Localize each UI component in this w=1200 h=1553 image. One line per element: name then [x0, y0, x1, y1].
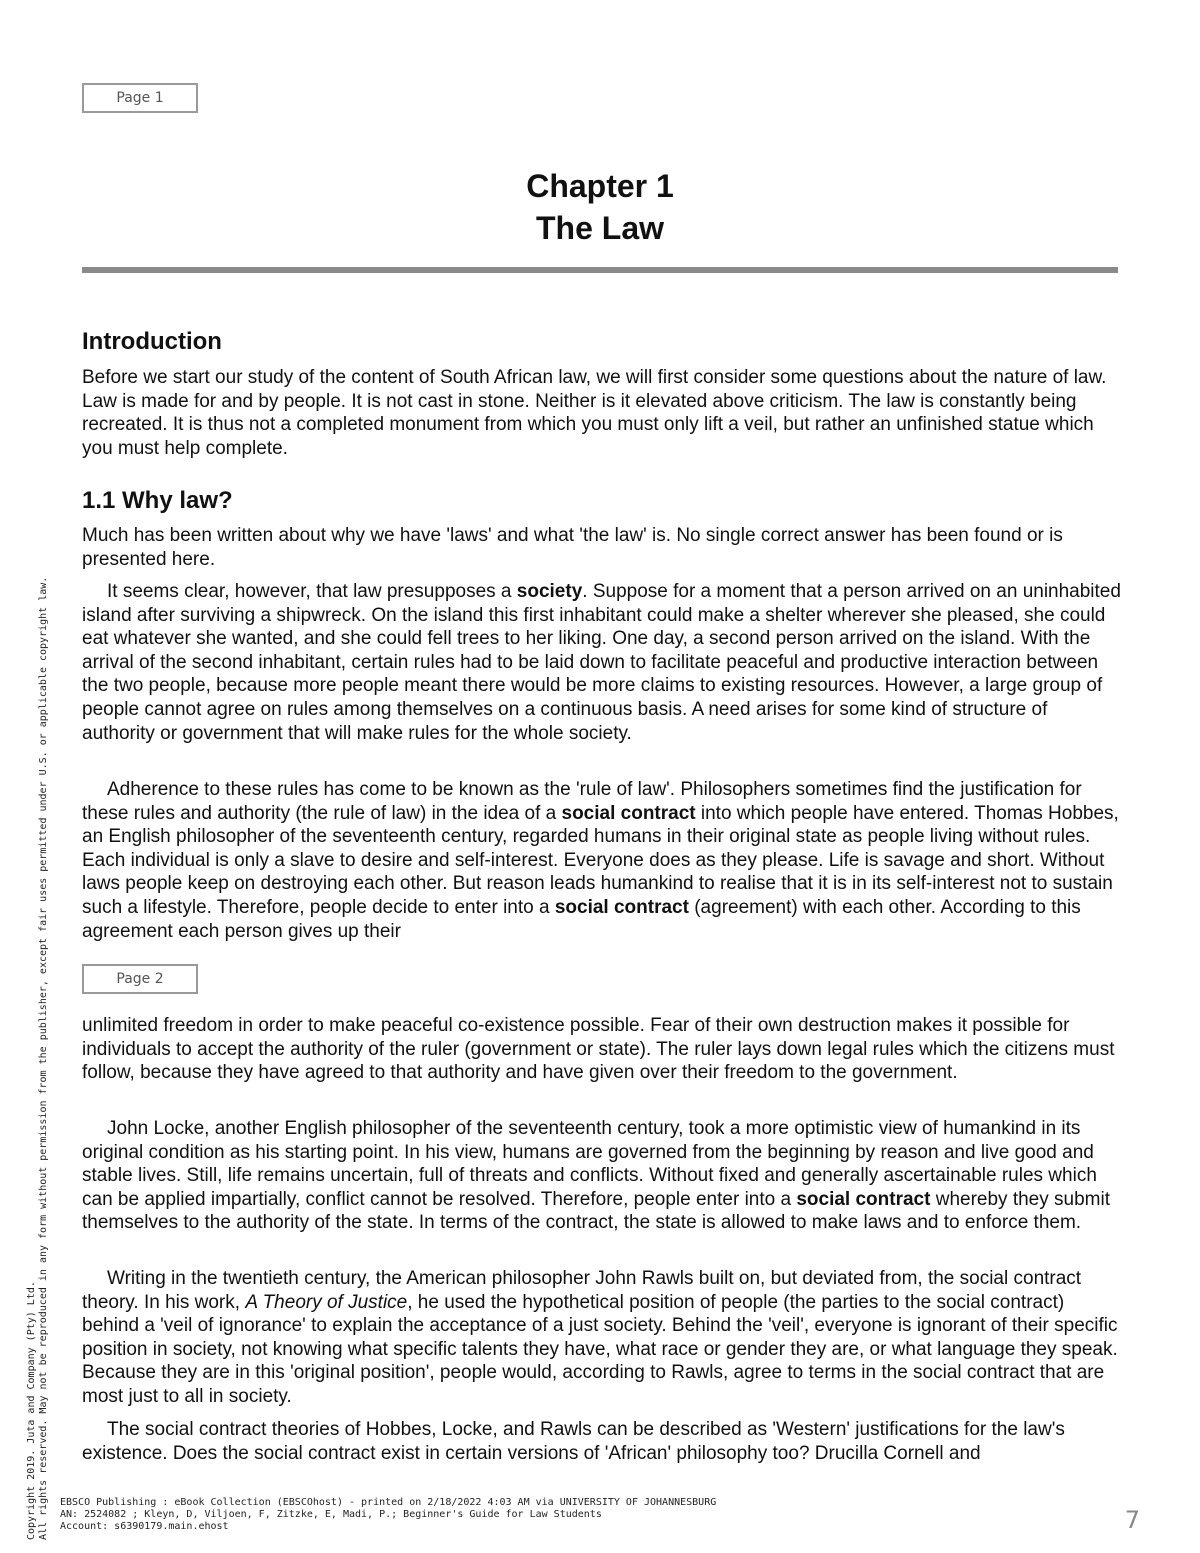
print-footer: EBSCO Publishing : eBook Collection (EBSCOhost) - printed on 2/18/2022 4:03 AM via UNIVERSITY OF JOHANNESBURG AN: 2524082 ; Kleyn, D, Viljoen, F, Zitzke, E, Madi, P.; Beginner's Guide for Law Students Account: s6390179.main.ehost: [60, 1497, 717, 1532]
term-social-contract: social contract: [796, 1188, 931, 1210]
page-marker-1: Page 1: [82, 83, 198, 113]
section-heading: 1.1 Why law?: [82, 487, 233, 514]
page-number: 7: [1124, 1506, 1140, 1534]
paragraph-2: It seems clear, however, that law presupposes a society. Suppose for a moment that a person arrived on an uninhabited island after surviving a shipwreck. On the island this first inhabitant could make a shelter wherever she pleased, she could eat whatever she wanted, and she could fell trees to her liking. One day, a second person arrived on the island. With the arrival of the second inhabitant, certain rules had to be laid down to facilitate peaceful and productive interaction between the two people, because more people meant there would be more claims to existing resources. However, a large group of people cannot agree on rules among themselves on a continuous basis. A need arises for some kind of structure of authority or government that will make rules for the whole society.: [82, 581, 1121, 744]
paragraph-4: unlimited freedom in order to make peaceful co-existence possible. Fear of their own destruction makes it possible for individuals to accept the authority of the ruler (government or state). The ruler lays down legal rules which the citizens must follow, because they have agreed to that authority and have given over their freedom to the government.: [82, 1015, 1115, 1084]
paragraph-1: Much has been written about why we have 'laws' and what 'the law' is. No single correct answer has been found or is presented here.: [82, 525, 1063, 570]
term-social-contract: social contract: [554, 896, 689, 918]
intro-heading: Introduction: [82, 328, 222, 355]
paragraph-7: The social contract theories of Hobbes, Locke, and Rawls can be described as 'Western' justifications for the law's existence. Does the social contract exist in certain versions of 'African' philosophy too? Drucilla Cornell and: [82, 1419, 1065, 1464]
copyright-notice: Copyright 2019. Juta and Company (Pty) Ltd. All rights reserved. May not be reproduced in any form without permission from the publisher, except fair uses permitted under U.S. or applicable copyright law.: [26, 576, 49, 1540]
intro-paragraph: Before we start our study of the content of South African law, we will first consider some questions about the nature of law. Law is made for and by people. It is not cast in stone. Neither is it elevated above criticism. The law is constantly being recreated. It is thus not a completed monument from which you must only lift a veil, but rather an unfinished statue which you must help complete.: [82, 367, 1107, 459]
book-title: A Theory of Justice: [245, 1291, 408, 1313]
term-society: society: [516, 581, 583, 602]
paragraph-6: Writing in the twentieth century, the American philosopher John Rawls built on, but deviated from, the social contract theory. In his work, A Theory of Justice, he used the hypothetical position of people (the parties to the social contract) behind a 'veil of ignorance' to explain the acceptance of a just society. Behind the 'veil', everyone is ignorant of their specific position in society, not knowing what specific talents they have, what race or gender they are, or what language they speak. Because they are in this 'original position', people would, according to Rawls, agree to terms in the social contract that are most just to all in society.: [82, 1268, 1118, 1407]
chapter-number: Chapter 1: [526, 168, 674, 204]
paragraph-3: Adherence to these rules has come to be known as the 'rule of law'. Philosophers sometimes find the justification for these rules and authority (the rule of law) in the idea of a social contract into which people have entered. Thomas Hobbes, an English philosopher of the seventeenth century, regarded humans in their original state as people living without rules. Each individual is only a slave to desire and self-interest. Everyone does as they please. Life is savage and short. Without laws people keep on destroying each other. But reason leads humankind to realise that it is in its self-interest not to sustain such a lifestyle. Therefore, people decide to enter into a social contract (agreement) with each other. According to this agreement each person gives up their: [82, 779, 1119, 942]
chapter-divider: [82, 267, 1118, 273]
paragraph-5: John Locke, another English philosopher of the seventeenth century, took a more optimistic view of humankind in its original condition as his starting point. In his view, humans are governed from the beginning by reason and live good and stable lives. Still, life remains uncertain, full of threats and conflicts. Without fixed and generally ascertainable rules which can be applied impartially, conflict cannot be resolved. Therefore, people enter into a social contract whereby they submit themselves to the authority of the state. In terms of the contract, the state is allowed to make laws and to enforce them.: [82, 1118, 1110, 1234]
term-social-contract: social contract: [561, 802, 696, 824]
page-marker-2: Page 2: [82, 964, 198, 994]
chapter-title: The Law: [535, 210, 664, 246]
